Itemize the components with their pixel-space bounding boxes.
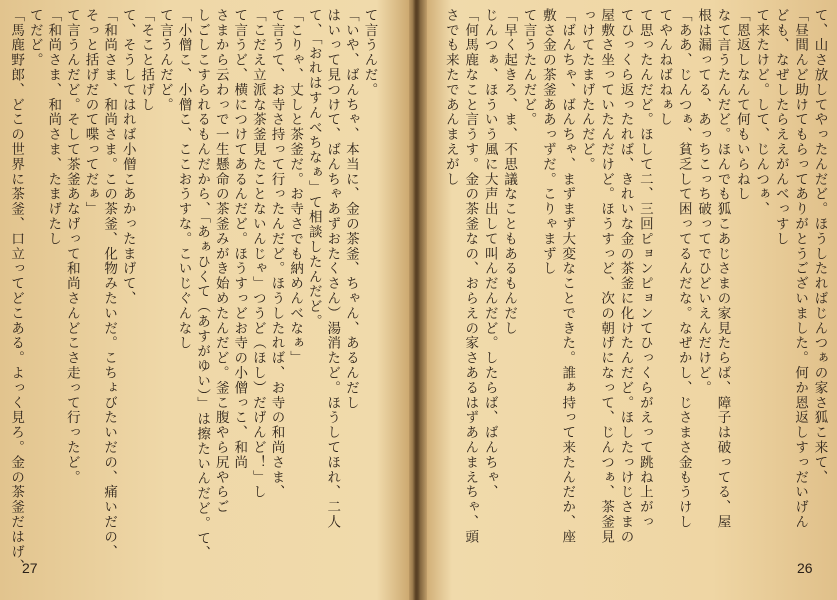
text-line: 根は漏ってる、あっちこっち破ってでひどいえんだけど。 bbox=[695, 8, 712, 396]
text-line: 「こだえ立派な茶釜見たことないんじゃ」つうど（ほし）だげんど！」し bbox=[249, 8, 266, 500]
text-line: さまから云わっで一生懸命の茶釜みがき始めたんだど。釜こ腹やら尻やらご bbox=[212, 8, 229, 515]
text-line: 「早く起きろ、ま、不思議なこともあるもんだし bbox=[501, 8, 518, 336]
text-line: 「和尚さま、和尚さま。この茶釜、化物みたいだ。こちょびたいだの、痛いだの、 bbox=[101, 8, 118, 560]
text-line: 敷さ金の茶釜ああっずだ。こりゃまずし bbox=[539, 8, 556, 277]
text-line: 「こりゃ、丈しと茶釜だ。お寺さでも納めんべなぁ」 bbox=[287, 8, 304, 366]
text-line: てやんねばねぁし bbox=[656, 8, 673, 128]
text-line: 「そこと括げし bbox=[138, 8, 155, 113]
text-line: て、そうしてはれば小僧こあかったまげて、 bbox=[119, 8, 136, 306]
text-line: しごしこすられるもんだから、「あぁひくて（あすがゆい）」は擦たいんだど。て、 bbox=[194, 8, 211, 561]
text-line: 「馬鹿野郎、どこの世界に茶釜、口立ってどこある。よっく見ろ。金の茶釜だはげ、 bbox=[8, 8, 25, 575]
text-line: て言うど、横につけてあるんだど。ほうすっどお寺の小僧っこ、和尚 bbox=[231, 8, 248, 470]
text-line: じんつぁ、ほういう風に大声出して叫んだんだど。したらば、ばんちゃ、 bbox=[481, 8, 498, 500]
text-line: 「ああ、じんつぁ、貧乏して困ってるんだな。なぜかし、じさまさ金もうけし bbox=[675, 8, 692, 530]
text-line: てひっくら返ったれば、きれいな金の茶釜に化けたんだど。ほしたっけじさまの bbox=[617, 8, 634, 545]
text-line: そっと括げだのて喋ってだぁ」 bbox=[82, 8, 99, 217]
left-page bbox=[0, 0, 410, 600]
book-gutter bbox=[409, 0, 427, 600]
text-line: っけてたまげたんだど。 bbox=[578, 8, 595, 172]
text-line: 「何馬鹿なこと言うす。金の茶釜なの、おらえの家さあるはずあんまえちゃ、頭 bbox=[462, 8, 479, 545]
text-line: はいって見つけて、ばんちゃあずおたくさん）湯消たど。ほうしてほれ、二人 bbox=[324, 8, 341, 530]
text-line: 「小僧こ、小僧こ、ここおうすな。こいじぐんなし bbox=[175, 8, 192, 351]
text-line: て言うんだど。そして茶釜あなげって和尚さんどこさ走って行ったど。 bbox=[63, 8, 80, 485]
text-line: ども、なぜしたらええがんべっすし bbox=[772, 8, 789, 247]
text-line: 屋敷さ坐っていたんだけど。ほうすっど、次の朝げになって、じんつぁ、茶釜見 bbox=[598, 8, 615, 545]
right-page-number: 26 bbox=[797, 560, 813, 576]
text-line: て言うんだ。 bbox=[361, 8, 378, 98]
left-page-number: 27 bbox=[22, 560, 38, 576]
right-page bbox=[427, 0, 837, 600]
text-line: て言うて、お寺さ持って行ったんだど。ほうしたれば、お寺の和尚さま、 bbox=[268, 8, 285, 500]
text-line: 「和尚さま、和尚さま、たまげたし bbox=[45, 8, 62, 247]
text-line: て来たけど。して、じんつぁ、 bbox=[753, 8, 770, 217]
text-line: て言うたんだど。 bbox=[520, 8, 537, 128]
text-line: て、「おれはすんべちなぁ」て相談したんだど。 bbox=[305, 8, 322, 330]
text-line: 「いや、ばんちゃ、本当に、金の茶釜、ちゃん、あるんだし bbox=[342, 8, 359, 411]
text-line: なて言うたんだど。ほんでも狐こあじさまの家見たらば、障子は破ってる、屋 bbox=[714, 8, 731, 530]
text-line: 「ばんちゃ、ばんちゃ、まずまず大変なことできた。誰ぁ持って来たんだか、座 bbox=[559, 8, 576, 545]
text-line: てだど。 bbox=[26, 8, 43, 68]
text-line: さでも来たであんまえがし bbox=[442, 8, 459, 187]
text-line: 「昼間んど助けてもらってありがとうございました。何か恩返しすっだいげん bbox=[792, 8, 809, 530]
text-line: 「恩返しなんて何もいらねし bbox=[733, 8, 750, 202]
text-line: て思ったんだど。ほして二、三回ピョンピョンてひっくらがえって跳ね上がっ bbox=[636, 8, 653, 530]
text-line: て言うんだど。 bbox=[156, 8, 173, 113]
text-line: て、山さ放してやったんだど。ほうしたればじんつぁの家さ狐こ来て、 bbox=[811, 8, 828, 485]
